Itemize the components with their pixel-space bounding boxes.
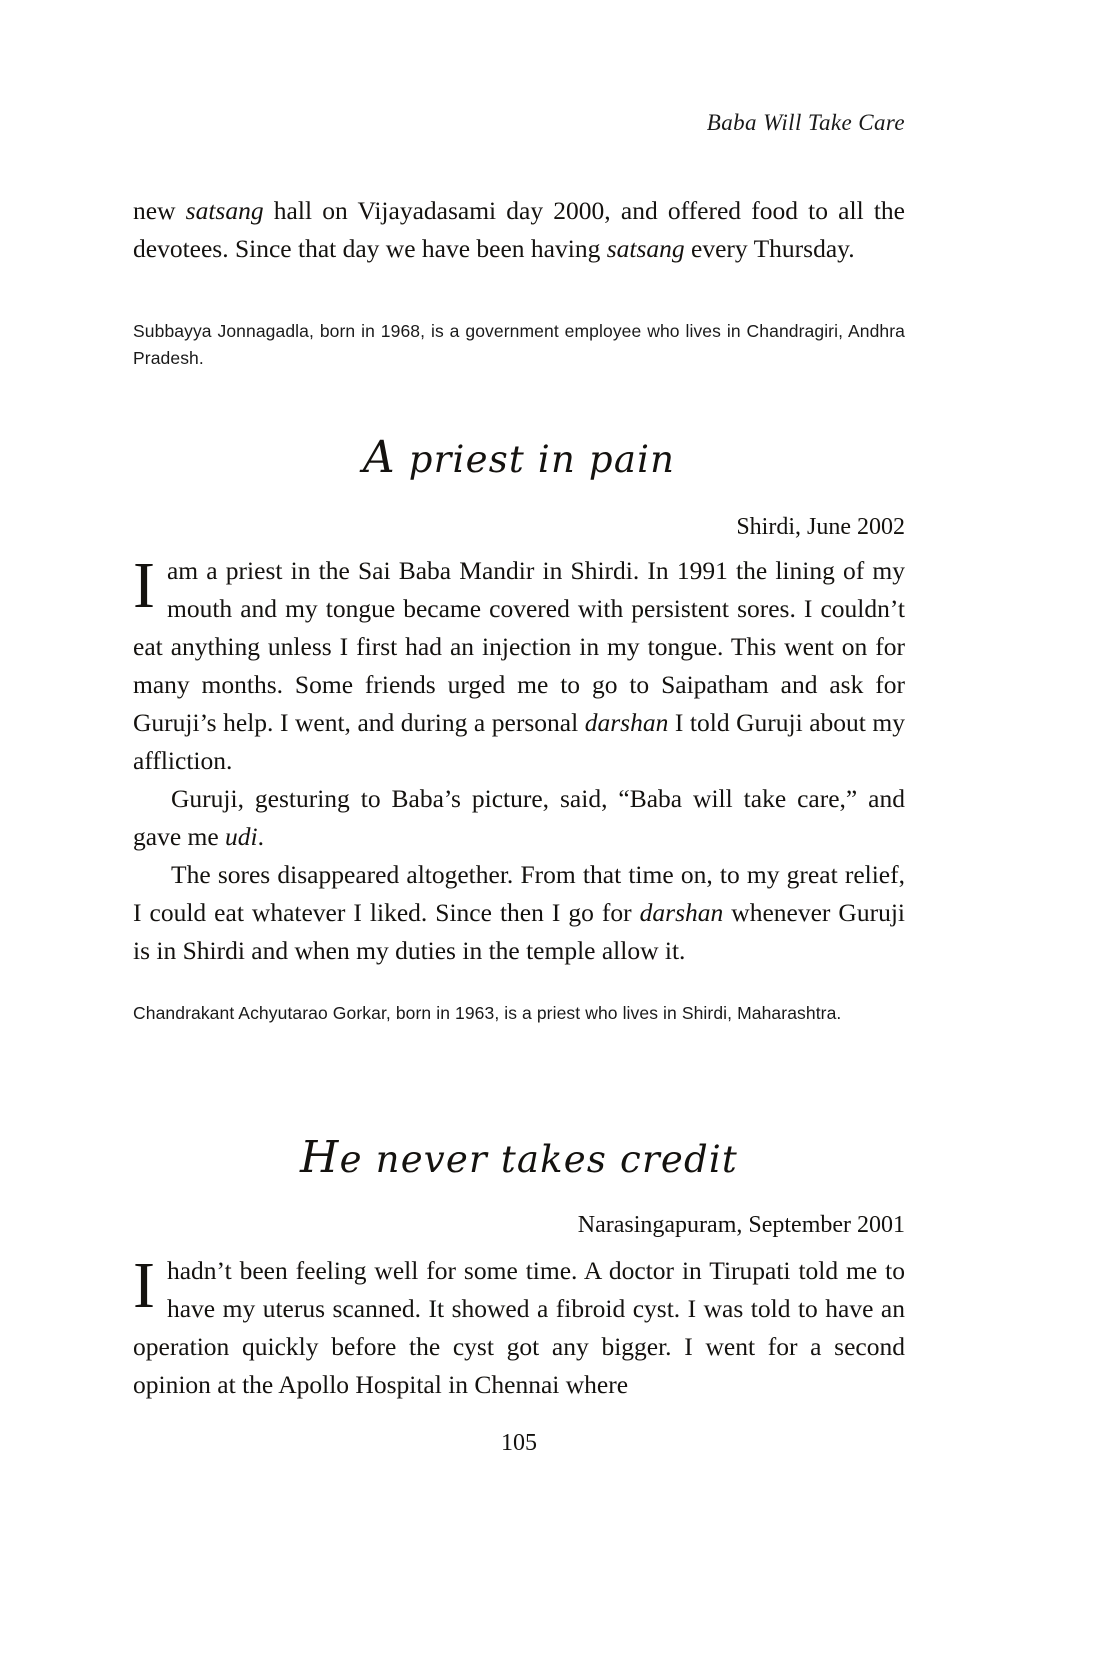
continued-paragraph: new satsang hall on Vijayadasami day 2000, and offered food to all the devotees. Since that day we have been having satsang every Thursday. [133,196,905,263]
section-heading-initial: A [362,432,396,483]
page-number: 105 [501,1430,537,1456]
drop-cap: I [133,1249,155,1322]
section-heading-rest: e never takes credit [339,1138,738,1181]
body-paragraph: The sores disappeared altogether. From that time on, to my great relief, I could eat whatever I liked. Since then I go for darshan whenever Guruji is in Shirdi and when my duties in the temple allow it. [133,860,905,965]
dateline-block-2 [133,1212,905,1239]
dateline: Narasingapuram, September 2001 [577,1212,905,1238]
section-body-he-never-takes-credit [133,1249,905,1404]
body-paragraph: Guruji, gesturing to Baba’s picture, said, “Baba will take care,” and gave me udi. [133,784,905,851]
section-title-priest-in-pain [133,432,905,483]
section-heading [133,432,905,483]
section-title-he-never-takes-credit [133,1132,905,1183]
continued-paragraph-block [133,192,905,268]
dateline-block-1 [133,514,905,541]
section-heading [133,1132,905,1183]
section-heading-initial: H [300,1132,340,1183]
credit-block-1 [133,318,905,372]
drop-cap: I [133,549,155,622]
page-content [133,0,905,1674]
dropcap-paragraph: Ihadn’t been feeling well for some time. A doctor in Tirupati told me to have my uterus scanned. It showed a fibroid cyst. I was told to have an operation quickly before the cyst got any bigger. I went for a second opinion at the Apollo Hospital in Chennai where [133,1249,905,1399]
dropcap-paragraph: Iam a priest in the Sai Baba Mandir in Shirdi. In 1991 the lining of my mouth and my tongue became covered with persistent sores. I couldn’t eat anything unless I first had an injection in my tongue. This went on for many months. Some friends urged me to go to Saipatham and ask for Guruji’s help. I went, and during a personal darshan I told Guruji about my affliction. [133,549,905,775]
dateline: Shirdi, June 2002 [736,514,905,540]
credit-block-2 [133,1000,905,1027]
section-heading-rest: priest in pain [395,438,676,481]
author-credit: Chandrakant Achyutarao Gorkar, born in 1963, is a priest who lives in Shirdi, Maharashtra. [133,1003,842,1023]
author-credit: Subbayya Jonnagadla, born in 1968, is a government employee who lives in Chandragiri, Andhra Pradesh. [133,321,905,368]
running-head: Baba Will Take Care [706,110,905,135]
section-body-priest-in-pain [133,549,905,970]
